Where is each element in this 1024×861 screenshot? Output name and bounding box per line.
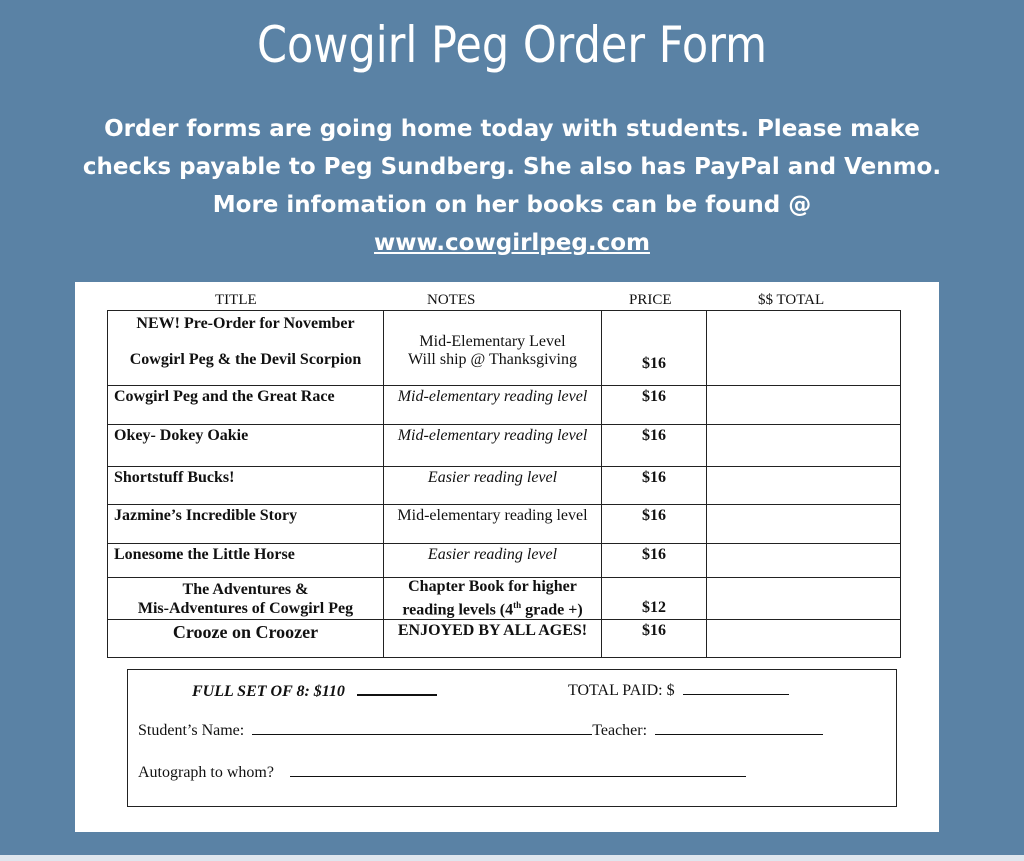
book-notes: Easier reading level [384,544,602,578]
order-form [75,282,939,832]
book-notes: Chapter Book for higher [408,578,577,595]
book-notes: Will ship @ Thanksgiving [408,351,577,368]
student-name-label: Student’s Name: [138,722,245,739]
book-price: $16 [602,505,707,544]
book-notes: Mid-elementary reading level [384,425,602,467]
table-row [108,311,901,386]
book-notes: Mid-elementary reading level [384,505,602,544]
teacher-field[interactable] [655,720,823,735]
book-price: $16 [602,544,707,578]
book-notes: th [513,600,522,610]
book-title: The Adventures & [182,580,309,598]
book-tag: NEW! Pre-Order for November [136,315,355,332]
total-paid-field[interactable] [683,680,789,695]
book-title: Cowgirl Peg and the Great Race [108,386,384,425]
book-title: Cowgirl Peg & the Devil Scorpion [129,351,362,368]
book-notes: Mid-Elementary Level [419,333,566,350]
book-notes: ENJOYED BY ALL AGES! [384,620,602,658]
intro-text [0,110,1024,262]
book-title: Jazmine’s Incredible Story [108,505,384,544]
page-title: Cowgirl Peg Order Form [256,16,768,74]
table-row [108,544,901,578]
book-title: Okey- Dokey Oakie [108,425,384,467]
book-notes: reading levels (4 [402,601,514,619]
book-price: $16 [602,386,707,425]
table-row [108,620,901,658]
book-title: Mis-Adventures of Cowgirl Peg [137,599,354,617]
website-link[interactable]: www.cowgirlpeg.com [374,230,650,256]
total-cell[interactable] [707,311,901,386]
books-table [107,310,901,658]
intro-line-1: Order forms are going home today with students. Please make [104,116,920,142]
book-price: $16 [602,425,707,467]
total-cell[interactable] [707,620,901,658]
autograph-label: Autograph to whom? [138,764,274,781]
total-cell[interactable] [707,467,901,505]
table-row [108,578,901,620]
column-header-total: $$ TOTAL [758,292,825,308]
book-notes: Easier reading level [384,467,602,505]
book-title: Shortstuff Bucks! [108,467,384,505]
column-header-title: TITLE [215,292,257,308]
total-paid-label: TOTAL PAID: $ [568,682,675,699]
column-header-notes: NOTES [427,292,476,308]
table-row [108,386,901,425]
book-price: $16 [602,467,707,505]
book-price: $12 [602,578,707,620]
total-cell[interactable] [707,544,901,578]
table-row [108,425,901,467]
intro-line-3: More infomation on her books can be found @ [212,192,812,218]
book-price: $16 [602,620,707,658]
full-set-field[interactable] [357,680,437,696]
column-header-price: PRICE [629,292,672,308]
bottom-strip [0,855,1024,861]
total-cell[interactable] [707,386,901,425]
total-cell[interactable] [707,425,901,467]
book-notes: Mid-elementary reading level [384,386,602,425]
table-row [108,505,901,544]
student-name-field[interactable] [252,720,592,735]
teacher-label: Teacher: [592,722,648,739]
intro-line-2: checks payable to Peg Sundberg. She also has PayPal and Venmo. [82,154,942,180]
table-row [108,467,901,505]
book-title: Crooze on Croozer [108,620,384,658]
book-title: Lonesome the Little Horse [108,544,384,578]
book-notes: grade +) [521,601,583,619]
total-cell[interactable] [707,505,901,544]
full-set-label: FULL SET OF 8: $110 [192,683,345,700]
autograph-field[interactable] [290,762,746,777]
order-summary-box [127,669,897,807]
book-price: $16 [602,311,707,386]
total-cell[interactable] [707,578,901,620]
